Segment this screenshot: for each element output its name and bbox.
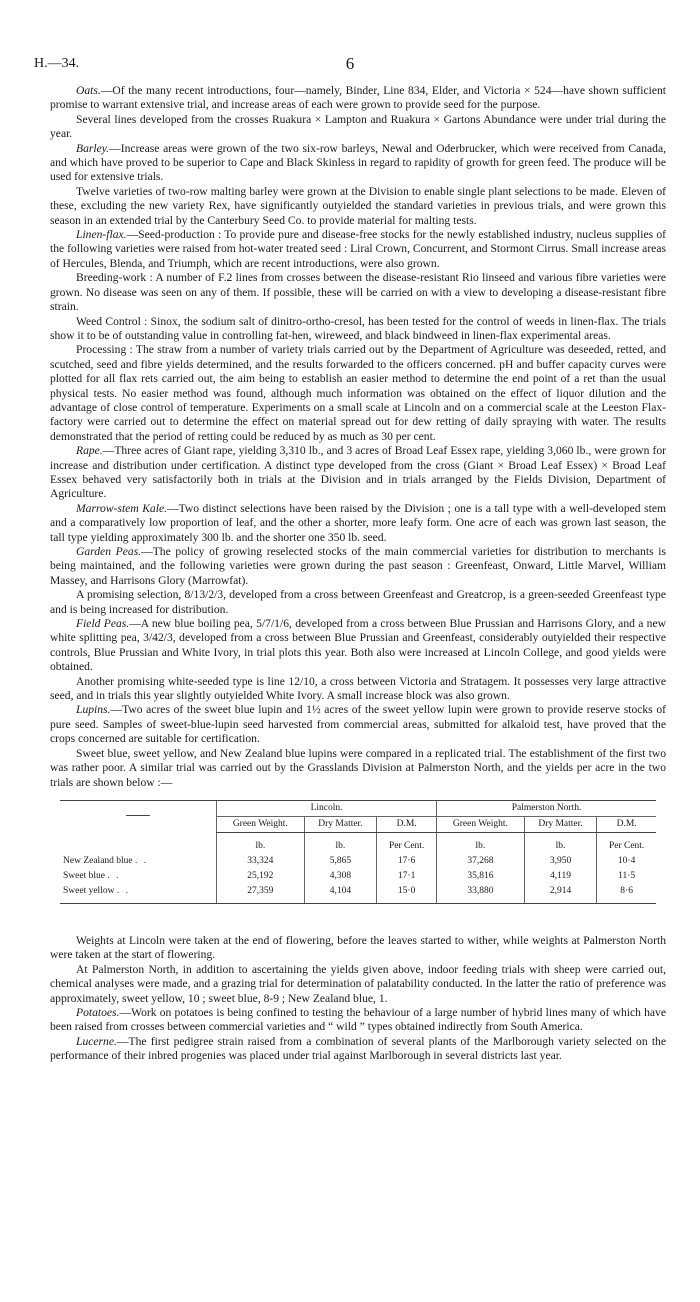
row-label: New Zealand blue	[63, 855, 133, 866]
unit-label: lb.	[304, 832, 377, 854]
cell-palmerston-green: 35,816	[437, 869, 525, 884]
paragraph-garden-peas-2: A promising selection, 8/13/2/3, developed from a cross between Greenfeast and Greatcrop, is a green-seeded Greenfeast type and is being increased for distribution.	[50, 588, 666, 616]
unit-label: Per Cent.	[597, 832, 656, 854]
paragraph-barley-2: Twelve varieties of two-row malting barley were grown at the Division to enable single plant selections to be made. Eleven of these, excluding the new variety Rex, have significantly outyielded the standard varieties in previous trials, and were grown this season in an extended trial by the Canterbury Seed Co. to provide material for malting tests.	[50, 184, 666, 227]
paragraph-oats-2: Several lines developed from the crosses Ruakura × Lampton and Ruakura × Gartons Abundance were under trial during the year.	[50, 112, 666, 141]
leader-dots: . .	[135, 855, 149, 866]
cell-lincoln-dm: 15·0	[377, 884, 437, 904]
unit-label: lb.	[524, 832, 597, 854]
table-group-header-row	[60, 800, 656, 816]
lupin-yield-table-wrapper	[60, 800, 656, 904]
heading-garden-peas: Garden Peas.	[76, 545, 142, 558]
report-reference: H.—34.	[34, 56, 80, 71]
cell-lincoln-dm: 17·1	[377, 869, 437, 884]
paragraph-lupins-2: Sweet blue, sweet yellow, and New Zealand blue lupins were compared in a replicated trial. The establishment of the first two was rather poor. A similar trial was carried out by the Grasslands Division at Palmerston North, and the yields per acre in the two trials are shown below :—	[50, 746, 666, 789]
cell-lincoln-green: 25,192	[217, 869, 305, 884]
group-header-lincoln: Lincoln.	[217, 800, 437, 816]
paragraph-potatoes: Potatoes.—Work on potatoes is being confined to testing the behaviour of a large number of hybrid lines many of which have been raised from crosses between commercial varieties and “ wild ” types obtained indirectly from South America.	[50, 1005, 666, 1034]
table-row	[60, 884, 656, 904]
unit-label: Per Cent.	[377, 832, 437, 854]
heading-potatoes: Potatoes.	[76, 1005, 120, 1019]
cell-palmerston-dry: 2,914	[524, 884, 597, 904]
table-row	[60, 869, 656, 884]
heading-barley: Barley.	[76, 141, 110, 155]
cell-lincoln-green: 33,324	[217, 854, 305, 869]
paragraph-lucerne: Lucerne.—The first pedigree strain raised from a combination of several plants of the Marlborough variety selected on the performance of their inbred progenies was placed under trial against Marlborough in several districts last year.	[50, 1034, 666, 1063]
paragraph-barley: Barley.—Increase areas were grown of the two six-row barleys, Newal and Oderbrucker, which were received from Canada, and which have proved to be superior to Cape and Black Skinless in regard to rapidity of growth for green feed. The produce will be used for extensive trials.	[50, 141, 666, 184]
paragraph-garden-peas: Garden Peas.—The policy of growing reselected stocks of the main commercial varieties for distribution to merchants is being maintained, and the following varieties were grown during the past season : Greenfeast, Onward, Little Marvel, William Massey, and Harrisons Glory (Marrowfat).	[50, 545, 666, 587]
page-body	[50, 84, 666, 1064]
heading-linen-flax: Linen-flax.	[76, 228, 127, 242]
paragraph-palmerston-trials: At Palmerston North, in addition to ascertaining the yields given above, indoor feeding trials with sheep were carried out, chemical analyses were made, and a grazing trial for determination of palatability conducted. In the latter the ratio of preference was approximately, sweet yellow, 10 ; sweet blue, 8-9 ; New Zealand blue, 1.	[50, 962, 666, 1005]
col-header-dm: D.M.	[377, 816, 437, 832]
group-header-palmerston: Palmerston North.	[437, 800, 656, 816]
cell-palmerston-dm: 8·6	[597, 884, 656, 904]
heading-oats: Oats.	[76, 84, 101, 97]
row-label: Sweet blue	[63, 870, 105, 881]
paragraph-rape: Rape.—Three acres of Giant rape, yielding 3,310 lb., and 3 acres of Broad Leaf Essex rape, yielding 3,060 lb., were grown for increase and distribution under certification. A distinct type developed from the cross (Giant × Broad Leaf Essex) × Broad Leaf Essex behaved very satisfactorily both in trials at the Division and in trials arranged by the Fields Division, Department of Agriculture.	[50, 444, 666, 501]
paragraph-weights-note: Weights at Lincoln were taken at the end of flowering, before the leaves started to wither, while weights at Palmerston North were taken at the start of flowering.	[50, 933, 666, 962]
row-label: Sweet yellow	[63, 885, 115, 896]
cell-palmerston-green: 33,880	[437, 884, 525, 904]
heading-kale: Marrow-stem Kale.	[76, 501, 167, 515]
paragraph-kale: Marrow-stem Kale.—Two distinct selections have been raised by the Division ; one is a tall type with a well-developed stem and a comparatively low proportion of leaf, and the other a shorter, more leafy form. One acre of each was grown last season, the tall type yielding approximately 300 lb. and the shorter one 350 lb. seed.	[50, 501, 666, 544]
col-header-dry-matter: Dry Matter.	[304, 816, 377, 832]
col-header-dry-matter: Dry Matter.	[524, 816, 597, 832]
table-stub-header	[60, 800, 217, 832]
leader-dots: . .	[107, 870, 121, 881]
paragraph-breeding-work: Breeding-work : A number of F.2 lines from crosses between the disease-resistant Rio linseed and various fibre varieties were grown. No disease was seen on any of them. If possible, these will be carried on with a view to developing a disease-resistant fibre strain.	[50, 271, 666, 314]
cell-lincoln-dry: 4,104	[304, 884, 377, 904]
table-row	[60, 854, 656, 869]
cell-lincoln-dm: 17·6	[377, 854, 437, 869]
cell-lincoln-green: 27,359	[217, 884, 305, 904]
cell-lincoln-dry: 4,308	[304, 869, 377, 884]
unit-label: lb.	[217, 832, 305, 854]
cell-palmerston-dm: 10·4	[597, 854, 656, 869]
lupin-yield-table	[60, 800, 656, 904]
col-header-dm: D.M.	[597, 816, 656, 832]
col-header-green-weight: Green Weight.	[217, 816, 305, 832]
heading-field-peas: Field Peas.	[76, 617, 130, 631]
cell-palmerston-green: 37,268	[437, 854, 525, 869]
unit-label: lb.	[437, 832, 525, 854]
paragraph-field-peas: Field Peas.—A new blue boiling pea, 5/7/1/6, developed from a cross between Blue Prussian and Harrisons Glory, and a new white splitting pea, 3/42/3, developed from a cross between Blue Prussian and Greenfeast, considerably outyielded their respective controls, Blue Prussian and White Ivory, in trial plots this year. Both also were increased at Lincoln College, and good yields were obtained.	[50, 617, 666, 674]
cell-palmerston-dry: 3,950	[524, 854, 597, 869]
table-units-row	[60, 832, 656, 854]
page-number: 6	[345, 54, 355, 73]
paragraph-linen-flax: Linen-flax.—Seed-production : To provide pure and disease-free stocks for the newly established industry, nucleus supplies of the following varieties were raised from hot-water treated seed : Liral Crown, Concurrent, and Stormont Cirrus. Small increase areas of Hercules, Blenda, and Triumph, which are recent introductions, were also grown.	[50, 228, 666, 270]
heading-lucerne: Lucerne.	[76, 1034, 117, 1048]
paragraph-lupins: Lupins.—Two acres of the sweet blue lupin and 1½ acres of the sweet yellow lupin were grown to provide reserve stocks of pure seed. Samples of sweet-blue-lupin seed harvested from commercial areas, submitted for alkaloid test, have proved that the crops concerned are suitable for certification.	[50, 703, 666, 746]
cell-palmerston-dry: 4,119	[524, 869, 597, 884]
paragraph-oats: Oats.—Of the many recent introductions, four—namely, Binder, Line 834, Elder, and Victoria × 524—have shown sufficient promise to warrant extensive trial, and increase areas of each were grown to provide seed for the purpose.	[50, 84, 666, 112]
page-header	[34, 56, 666, 76]
paragraph-processing: Processing : The straw from a number of variety trials carried out by the Department of Agriculture was deseeded, retted, and scutched, seed and fibre yields determined, and the results forwarded to the officers concerned. pH and buffer capacity curves were plotted for all flax rets carried out, the aim being to establish an easier method to determine the end point of a ret than the usual physical tests. No easier method was found, although much information was obtained on the effect of liquor dilution and the advantage of close control of temperature. Experiments on a small scale at Lincoln and on a commercial scale at the Leeston Flax-factory were carried out to determine the effect on material spread out for dew retting of daily spraying with water. The results demonstrated that the period of retting could be reduced by as much as 30 per cent.	[50, 343, 666, 443]
paragraph-weed-control: Weed Control : Sinox, the sodium salt of dinitro-ortho-cresol, has been tested for the control of weeds in linen-flax. The trials show it to be of outstanding value in controlling fat-hen, wireweed, and black bindweed in linen-flax experimental areas.	[50, 314, 666, 342]
cell-palmerston-dm: 11·5	[597, 869, 656, 884]
heading-rape: Rape.	[76, 444, 103, 458]
heading-lupins: Lupins.	[76, 703, 111, 717]
leader-dots: . .	[116, 885, 130, 896]
col-header-green-weight: Green Weight.	[437, 816, 525, 832]
cell-lincoln-dry: 5,865	[304, 854, 377, 869]
paragraph-field-peas-2: Another promising white-seeded type is line 12/10, a cross between Victoria and Stratagem. It possesses very large attractive seed, and in trials this year slightly outyielded White Ivory. A small increase block was also grown.	[50, 674, 666, 703]
